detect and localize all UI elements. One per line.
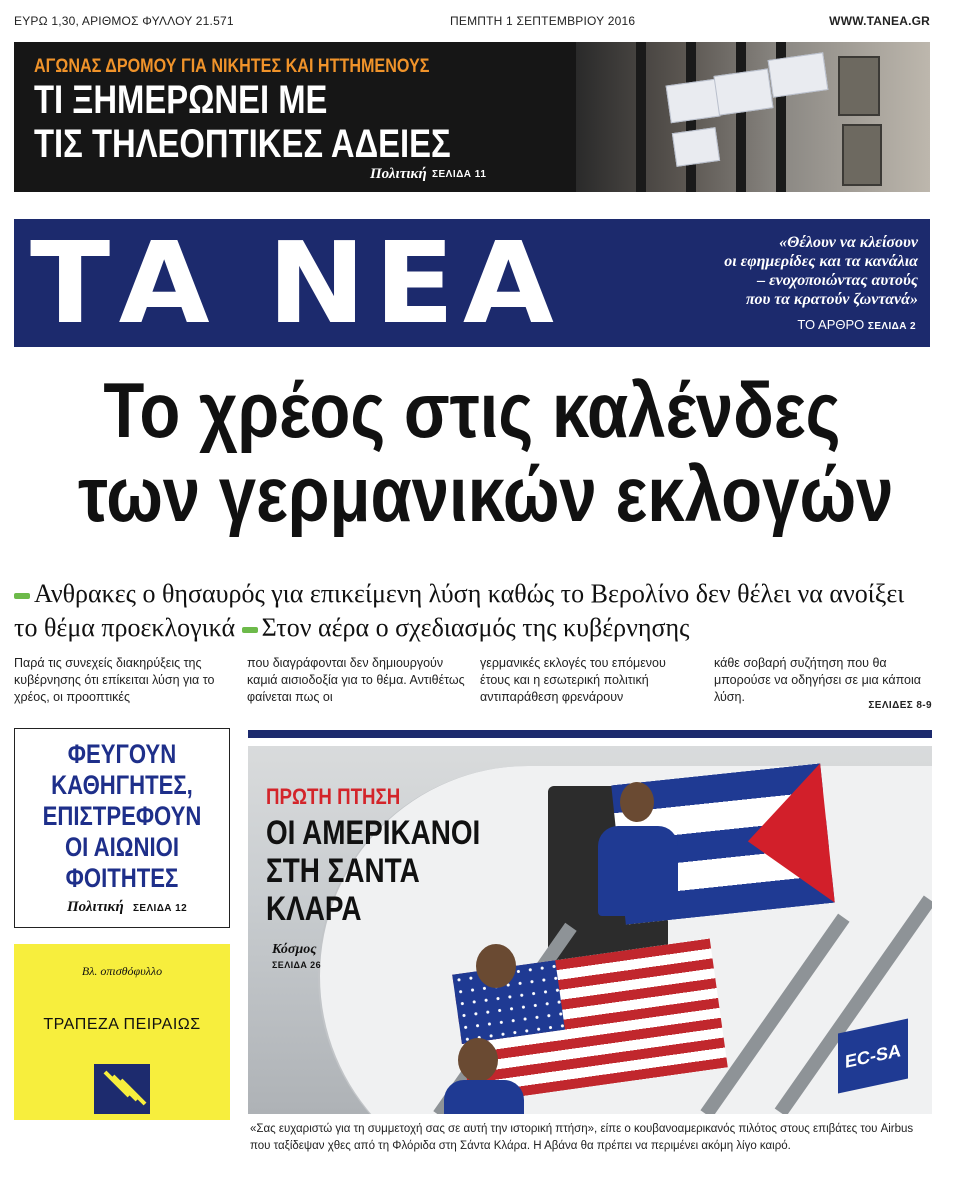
person-head (458, 1038, 498, 1082)
person-head (476, 944, 516, 988)
subhead-part: Ανθρακες ο θησαυρός για επικείμενη λύση καθώς το Βερολίνο δεν θέλει να ανοίξει το θέμα προεκλογικά (14, 579, 905, 642)
photo-section: Κόσμος (272, 942, 317, 957)
website-link[interactable]: WWW.TANEA.GR (829, 14, 930, 28)
top-teaser[interactable] (14, 42, 930, 192)
masthead (14, 219, 930, 347)
lead-headline[interactable] (14, 368, 930, 536)
letter-paper (666, 79, 721, 124)
photo-kicker: ΠΡΩΤΗ ΠΤΗΣΗ (266, 784, 401, 809)
photo-story[interactable] (248, 746, 932, 1114)
intercom-panel (838, 56, 880, 116)
photo-title (266, 814, 480, 928)
bank-ad[interactable] (14, 944, 230, 1120)
lead-headline-line: Το χρέος στις καλένδες (103, 366, 841, 454)
section-rule (248, 730, 932, 738)
fence-bar (736, 42, 746, 192)
ad-note: Βλ. οπισθόφυλλο (81, 964, 163, 978)
cuban-flag-triangle (741, 763, 835, 911)
education-title (34, 739, 209, 894)
bullet-dash-icon (242, 627, 258, 633)
photo-caption: «Σας ευχαριστώ για τη συμμετοχή σας σε αυτή την ιστορική πτήση», είπε ο κουβανοαμερικανός πιλότος στους επιβάτες του Airbus που ταξίδεψαν χθες από τη Φλόριδα στη Σάντα Κλάρα. Η Αβάνα θα πρέπει να περιμένει ακόμη λίγο καιρό. (250, 1123, 914, 1152)
person-head (620, 782, 654, 822)
education-title-line: ΕΠΙΣΤΡΕΦΟΥΝ (42, 801, 202, 831)
letter-paper (713, 68, 773, 115)
letter-paper (768, 52, 829, 97)
education-title-line: ΚΑΘΗΓΗΤΕΣ, (51, 770, 193, 800)
education-section: Πολιτική (67, 899, 124, 915)
lead-pages: ΣΕΛΙΔΕΣ 8-9 (868, 700, 932, 711)
bank-name: ΤΡΑΠΕΖΑ ΠΕΙΡΑΙΩΣ (43, 1016, 201, 1033)
bank-logo-icon (94, 1064, 150, 1114)
quote-line: «Θέλουν να κλείσουν (779, 234, 918, 251)
body-column: Παρά τις συνεχείς διακηρύξεις της κυβέρνησης ότι επίκειται λύση για το χρέος, οι προοπτικές (14, 656, 215, 704)
quote-line: που τα κρατούν ζωντανά» (745, 291, 918, 308)
lead-body (14, 655, 932, 715)
quote-line: οι εφημερίδες και τα κανάλια (724, 253, 918, 270)
person-body (598, 826, 678, 916)
photo-title-line: ΚΛΑΡΑ (266, 890, 362, 928)
teaser-headline-line: ΤΙ ΞΗΜΕΡΩΝΕΙ ΜΕ (34, 78, 328, 122)
photo-title-line: ΣΤΗ ΣΑΝΤΑ (266, 852, 420, 890)
quote-page: ΣΕΛΙΔΑ 2 (867, 321, 916, 332)
letter-paper (672, 127, 720, 167)
aircraft-registration: EC-SA (838, 1019, 908, 1094)
education-title-line: ΦΕΥΓΟΥΝ (67, 739, 177, 769)
masthead-quote (648, 233, 918, 309)
education-title-line: ΟΙ ΑΙΩΝΙΟΙ (64, 832, 180, 862)
photo-title-line: ΟΙ ΑΜΕΡΙΚΑΝΟΙ (266, 814, 481, 852)
intercom-panel (842, 124, 882, 186)
education-title-line: ΦΟΙΤΗΤΕΣ (65, 863, 179, 893)
education-page: ΣΕΛΙΔΑ 12 (133, 903, 188, 914)
quote-source[interactable] (797, 317, 916, 332)
bullet-dash-icon (14, 593, 30, 599)
price-issue: ΕΥΡΩ 1,30, ΑΡΙΘΜΟΣ ΦΥΛΛΟΥ 21.571 (14, 14, 234, 28)
quote-line: – ενοχοποιώντας αυτούς (757, 272, 918, 289)
issue-date: ΠΕΜΠΤΗ 1 ΣΕΠΤΕΜΒΡΙΟΥ 2016 (450, 14, 636, 28)
fence-bar (636, 42, 646, 192)
lead-headline-line: των γερμανικών εκλογών (78, 450, 894, 538)
teaser-section: Πολιτική (370, 166, 427, 182)
body-column: που διαγράφονται δεν δημιουργούν καμιά αισιοδοξία για το θέμα. Αντιθέτως φαίνεται πως οι (247, 656, 465, 704)
newspaper-logo: ΤΑ ΝΕΑ (30, 219, 563, 349)
photo-page: ΣΕΛΙΔΑ 26 (272, 960, 321, 970)
top-info-bar (14, 14, 930, 30)
lead-subhead (14, 577, 934, 645)
teaser-box-education[interactable] (14, 728, 230, 928)
person-body (444, 1080, 524, 1114)
body-column: κάθε σοβαρή συζήτηση που θα μπορούσε να οδηγήσει σε μια κάποια λύση. (714, 656, 921, 704)
teaser-page: ΣΕΛΙΔΑ 11 (432, 169, 487, 180)
teaser-headline (34, 78, 451, 166)
teaser-photo (576, 42, 930, 192)
quote-source-label: ΤΟ ΑΡΘΡΟ (797, 317, 865, 332)
subhead-part: Στον αέρα ο σχεδιασμός της κυβέρνησης (261, 613, 690, 642)
teaser-kicker: ΑΓΩΝΑΣ ΔΡΟΜΟΥ ΓΙΑ ΝΙΚΗΤΕΣ ΚΑΙ ΗΤΤΗΜΕΝΟΥΣ (34, 56, 430, 77)
body-column: γερμανικές εκλογές του επόμενου έτους και η εσωτερική πολιτική αντιπαράθεση φρενάρουν (480, 656, 666, 704)
teaser-headline-line: ΤΙΣ ΤΗΛΕΟΠΤΙΚΕΣ ΑΔΕΙΕΣ (34, 122, 451, 166)
